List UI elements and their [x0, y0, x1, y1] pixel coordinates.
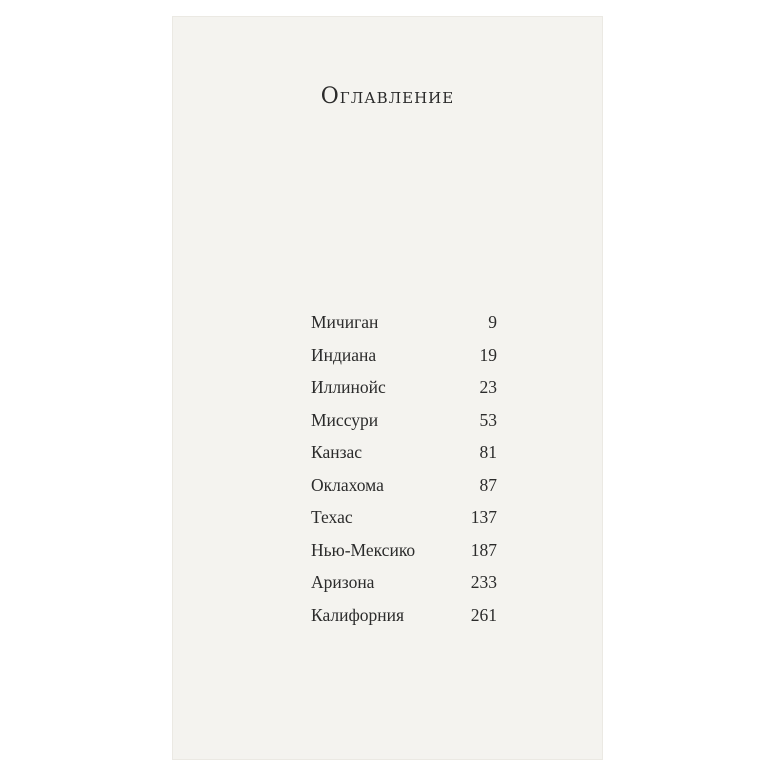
toc-entry-page: 261 [470, 604, 497, 625]
toc-entry-label: Оклахома [311, 474, 384, 495]
toc-entry [311, 442, 497, 475]
toc-entry [311, 572, 497, 605]
toc-entry-label: Миссури [311, 409, 379, 430]
toc-entry-label: Мичиган [311, 312, 379, 332]
toc-entry-label: Иллинойс [311, 377, 386, 397]
page-title: Оглавление [320, 84, 455, 109]
toc-entry-label: Канзас [311, 442, 363, 462]
toc-entry [311, 540, 497, 573]
toc-entry [311, 605, 497, 638]
toc-entry-page: 19 [479, 344, 497, 365]
toc-entry-page: 23 [479, 377, 497, 397]
book-page [172, 16, 603, 760]
toc-entry-page: 87 [479, 474, 497, 495]
toc-entry-page: 81 [479, 442, 497, 462]
toc-entry-page: 137 [470, 507, 497, 527]
toc-entry [311, 345, 497, 378]
toc-entry-label: Нью-Мексико [311, 539, 416, 560]
toc-entry-label: Индиана [311, 344, 377, 365]
toc-entry-label: Техас [311, 507, 353, 527]
toc-entry-label: Аризона [311, 572, 375, 592]
toc-entry [311, 312, 497, 345]
toc-entry-page: 233 [470, 572, 497, 592]
toc-entry [311, 507, 497, 540]
toc-entry-page: 187 [470, 539, 497, 560]
toc-entry [311, 410, 497, 443]
table-of-contents [311, 312, 497, 637]
toc-entry-page: 9 [488, 312, 497, 332]
toc-entry-label: Калифорния [311, 604, 405, 625]
toc-entry-page: 53 [479, 409, 497, 430]
toc-entry [311, 377, 497, 410]
toc-entry [311, 475, 497, 508]
